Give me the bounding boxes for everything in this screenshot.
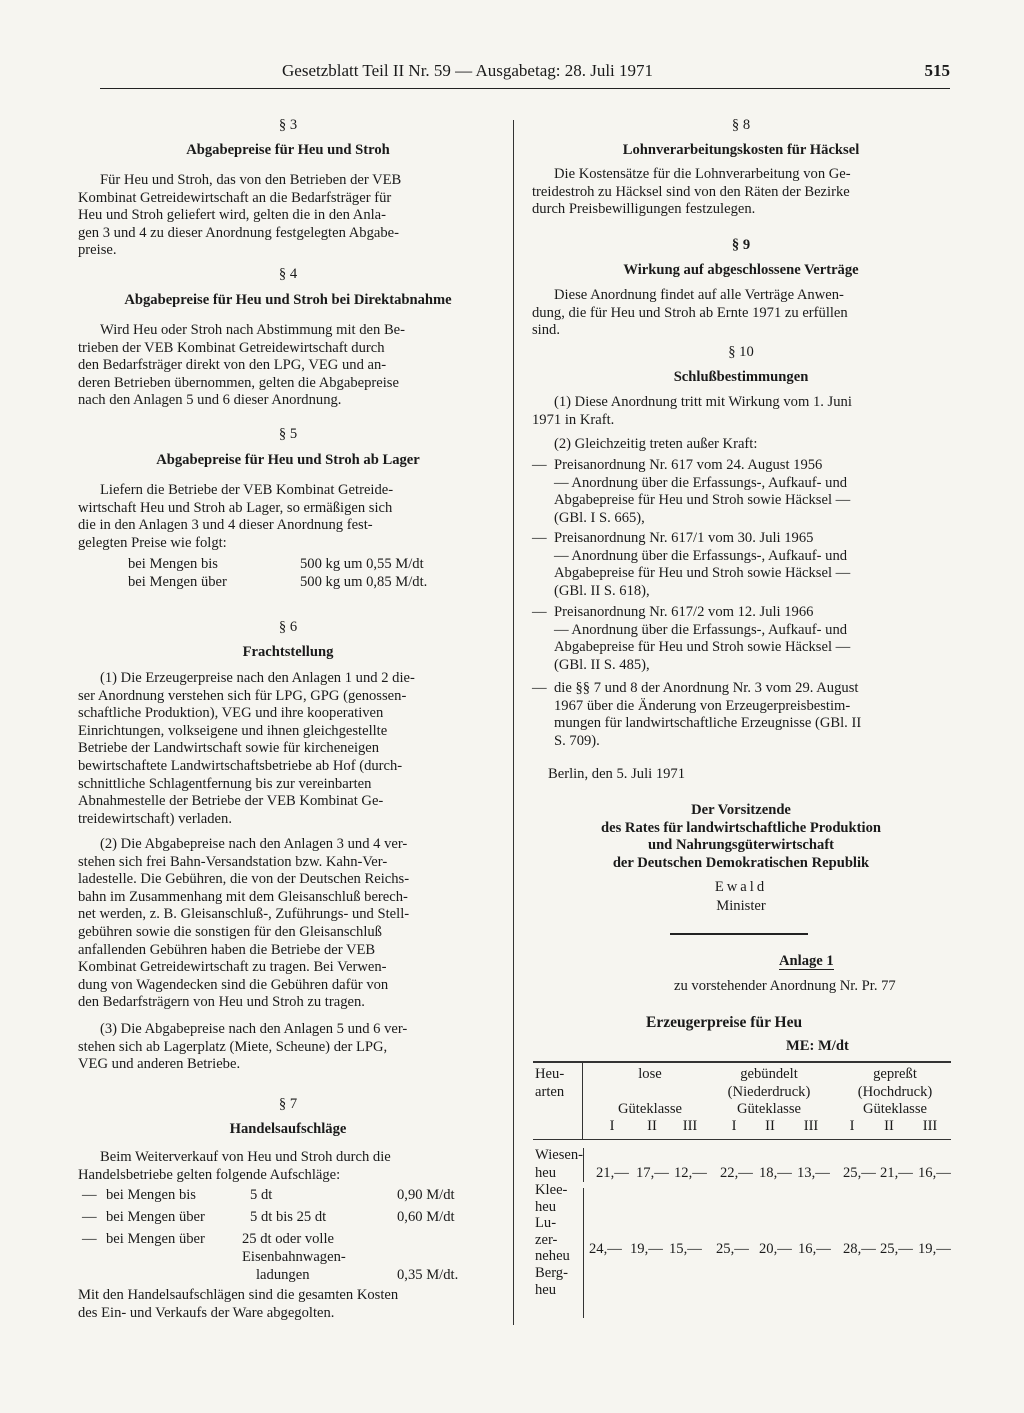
group-class-label: Güteklasse [617,1101,683,1117]
price-cell: 25,— [843,1165,876,1181]
text-line: Abnahmestelle der Betriebe der VEB Kombinat Ge- [78,793,384,810]
text-line: dung, die für Heu und Stroh ab Ernte 1971 zu erfüllen [532,304,848,321]
text-line: Die Kostensätze für die Lohnverarbeitung von Ge- [554,166,851,182]
row-brace [583,1148,584,1182]
row-label-line: heu [535,1198,557,1215]
surcharge-qty: 25 dt oder volle [242,1231,335,1247]
signatory-name: Ewald [714,879,768,895]
text-line: 1971 in Kraft. [532,411,615,428]
discount-row-value: 500 kg um 0,85 M/dt. [300,574,428,590]
section-6-number: § 6 [278,619,298,635]
row-label [535,1147,583,1182]
repealed-item [532,530,950,600]
row-label-line: Wiesen- [535,1147,584,1163]
repealed-item [532,680,950,750]
text-line: Abgabepreise für Heu und Stroh sowie Häcksel — [554,565,851,582]
price-cell: 22,— [720,1165,753,1181]
annex-title: Anlage 1 [779,953,834,969]
dash: — [532,680,547,696]
repealed-item [532,457,950,527]
text-line: (GBl. II S. 485), [554,656,650,673]
section-10-number: § 10 [728,344,754,360]
table-unit: ME: M/dt [786,1038,849,1054]
text-line: die §§ 7 und 8 der Anordnung Nr. 3 vom 29. August [554,680,859,696]
section-7-intro [78,1149,498,1184]
text-line: (GBl. I S. 665), [554,509,645,526]
class-numeral: I [731,1118,737,1134]
text-line: Kombinat Getreidewirtschaft an die Bedarfsträger für [78,189,392,206]
text-line: Preisanordnung Nr. 617/1 vom 30. Juli 1965 [554,530,814,546]
column-header-first [535,1066,564,1101]
surcharge-qty: 5 dt bis 25 dt [250,1209,327,1225]
price-cell: 19,— [918,1241,951,1257]
text-line: Abgabepreise für Heu und Stroh sowie Häcksel — [554,639,851,656]
section-8-number: § 8 [731,117,751,133]
section-6-paragraph-3 [78,1021,498,1074]
table-vertical-rule [582,1061,583,1139]
group-header-sub: (Hochdruck) [857,1084,933,1100]
text-line: Mit den Handelsaufschlägen sind die gesamten Kosten [78,1287,399,1303]
price-cell: 16,— [798,1241,831,1257]
column-divider [513,120,514,1325]
text-line: ladestelle. Die Gebühren, die von der Deutschen Reichs- [78,871,410,888]
text-line: Kombinat Getreidewirtschaft zu tragen. Bei Verwen- [78,959,387,976]
section-5-number: § 5 [278,426,298,442]
text-line: den Bedarfsträger direkt von den LPG, VEG und an- [78,357,387,374]
section-10-title: Schlußbestimmungen [673,369,809,385]
text-line: — Anordnung über die Erfassungs-, Aufkauf- und [554,547,848,564]
row-label-line: Lu- [535,1215,557,1232]
table-top-rule [533,1061,951,1063]
group-class-label: Güteklasse [862,1101,928,1117]
row-label-line: neheu [535,1248,570,1265]
surcharge-label: bei Mengen über [106,1209,205,1225]
text-line: mungen für landwirtschaftliche Erzeugnisse (GBl. II [554,715,862,732]
text-line: S. 709). [554,732,600,749]
group-header-label: gepreßt [873,1066,917,1082]
group-header-label: gebündelt [740,1066,798,1082]
signature-line: Der Vorsitzende [691,802,791,818]
class-numeral: III [682,1118,698,1134]
text-line: des Ein- und Verkaufs der Ware abgegolten. [78,1304,335,1321]
class-numeral: II [765,1118,775,1134]
text-line: Diese Anordnung findet auf alle Verträge Anwen- [554,287,844,303]
row-label-line: heu [535,1281,557,1298]
surcharge-qty-continued: ladungen [256,1267,310,1283]
text-line: — Anordnung über die Erfassungs-, Aufkauf- und [554,474,848,491]
group-header-label: lose [638,1066,662,1082]
text-line: Abgabepreise für Heu und Stroh sowie Häcksel — [554,492,851,509]
class-numeral: II [884,1118,894,1134]
text-line: treidestroh zu Häcksel sind von den Räten der Bezirke [532,183,850,200]
surcharge-price: 0,35 M/dt. [397,1267,459,1283]
price-cell: 15,— [669,1241,702,1257]
text-line: den Bedarfsträgern von Heu und Stroh zu tragen. [78,994,365,1011]
price-cell: 28,— [843,1241,876,1257]
text-line: anfallenden Gebühren haben die Betriebe der VEB [78,941,376,958]
text-line: durch Preisbewilligungen festzulegen. [532,201,756,218]
text-line: Handelsbetriebe gelten folgende Aufschläge: [78,1166,341,1183]
section-10-paragraph-2: (2) Gleichzeitig treten außer Kraft: [554,436,758,452]
section-6-paragraph-2 [78,836,498,1012]
text-line: Liefern die Betriebe der VEB Kombinat Getreide- [100,482,394,498]
price-cell: 21,— [596,1165,629,1181]
text-line: Betriebe der Landwirtschaft sowie für kircheneigen [78,740,380,757]
divider-line [670,933,808,935]
price-cell: 16,— [918,1165,951,1181]
dash: — [532,530,547,546]
section-3-body [78,172,498,260]
table-title: Erzeugerpreise für Heu [646,1014,803,1031]
price-cell: 25,— [880,1241,913,1257]
row-label-line: heu [535,1164,557,1181]
text-line: schnittliche Schlagentfernung bis zur vereinbarten [78,775,372,792]
section-9-title: Wirkung auf abgeschlossene Verträge [623,262,859,278]
text-line: die in den Anlagen 3 und 4 dieser Anordnung fest- [78,517,373,534]
signature-block [532,802,950,872]
header-title: Gesetzblatt Teil II Nr. 59 — Ausgabetag: 28. Juli 1971 [282,61,654,80]
page-header [100,58,950,89]
text-line: preise. [78,242,117,259]
text-line: trieben der VEB Kombinat Getreidewirtschaft durch [78,339,385,356]
section-4-title: Abgabepreise für Heu und Stroh bei Direktabnahme [124,292,452,308]
section-8-body [532,166,950,219]
group-class-label: Güteklasse [736,1101,802,1117]
signature-line: der Deutschen Demokratischen Republik [612,854,870,871]
text-line: deren Betrieben übernommen, gelten die Abgabepreise [78,374,399,391]
section-7-number: § 7 [278,1096,298,1112]
text-line: Preisanordnung Nr. 617/2 vom 12. Juli 1966 [554,604,814,620]
text-line: bahn im Zusammenhang mit dem Gleisanschluß berech- [78,888,408,905]
dash: — [82,1209,97,1225]
place-date: Berlin, den 5. Juli 1971 [548,766,686,782]
price-cell: 25,— [716,1241,749,1257]
surcharge-price: 0,90 M/dt [397,1187,455,1203]
section-8-title: Lohnverarbeitungskosten für Häcksel [622,142,860,158]
text-line: Heu und Stroh geliefert wird, gelten die in den Anla- [78,207,387,224]
section-6-paragraph-1 [78,670,498,828]
text-line: sind. [532,322,560,339]
price-cell: 13,— [797,1165,830,1181]
signatory-role: Minister [716,898,766,914]
surcharge-label: bei Mengen bis [106,1187,196,1203]
header-line: Heu- [535,1066,565,1082]
class-numeral: II [647,1118,657,1134]
text-line: Für Heu und Stroh, das von den Betrieben der VEB [100,172,402,188]
text-line: bewirtschaftete Landwirtschaftsbetriebe ab Hof (durch- [78,757,403,774]
text-line: gebühren sowie die sonstigen für den Gleisanschluß [78,923,382,940]
text-line: (GBl. II S. 618), [554,582,650,599]
text-line: net werden, z. B. Gleisanschluß-, Zuführungs- und Stell- [78,906,410,923]
text-line: gelegten Preise wie folgt: [78,534,227,551]
header-line: arten [535,1083,565,1100]
dash: — [82,1187,97,1203]
class-numeral: III [803,1118,819,1134]
text-line: wirtschaft Heu und Stroh ab Lager, so ermäßigen sich [78,499,393,516]
price-cell: 24,— [589,1241,622,1257]
row-label-line: Berg- [535,1264,568,1281]
row-label [535,1182,570,1298]
section-7-closing [78,1287,498,1322]
text-line: stehen sich ab Lagerplatz (Miete, Scheune) der LPG, [78,1038,388,1055]
text-line: Einrichtungen, volkseigene und ihnen gleichgestellte [78,722,388,739]
price-cell: 12,— [674,1165,707,1181]
group-header-sub: (Niederdruck) [727,1084,811,1100]
section-5-title: Abgabepreise für Heu und Stroh ab Lager [156,452,420,468]
surcharge-qty-continued: Eisenbahnwagen- [242,1249,346,1265]
surcharge-qty: 5 dt [250,1187,273,1203]
price-cell: 19,— [630,1241,663,1257]
discount-row-label: bei Mengen über [128,574,227,590]
text-line: 1967 über die Änderung von Erzeugerpreisbestim- [554,697,851,714]
text-line: treidewirtschaft) verladen. [78,810,232,827]
dash: — [532,457,547,473]
dash: — [82,1231,97,1247]
annex-subtitle: zu vorstehender Anordnung Nr. Pr. 77 [674,978,896,994]
row-label-line: zer- [535,1231,558,1248]
row-brace [583,1188,584,1318]
text-line: dung von Wagendecken sind die Gebühren dafür von [78,976,389,993]
text-line: stehen sich frei Bahn-Versandstation bzw. Kahn-Ver- [78,853,388,870]
repealed-item [532,604,950,674]
section-4-number: § 4 [278,266,298,282]
text-line: — Anordnung über die Erfassungs-, Aufkauf- und [554,621,848,638]
price-cell: 20,— [759,1241,792,1257]
text-line: Beim Weiterverkauf von Heu und Stroh durch die [100,1149,391,1165]
section-6-title: Frachtstellung [242,644,334,660]
table-header-rule [533,1139,951,1140]
text-line: Wird Heu oder Stroh nach Abstimmung mit den Be- [100,322,406,338]
dash: — [532,604,547,620]
text-line: schaftliche Produktion), VEG und ihre kooperativen [78,705,384,722]
text-line: ser Anordnung verstehen sich für LPG, GPG (genossen- [78,687,407,704]
text-line: (1) Diese Anordnung tritt mit Wirkung vom 1. Juni [554,394,852,410]
section-5-body [78,482,498,552]
section-3-number: § 3 [278,117,298,133]
page-number: 515 [924,61,950,80]
discount-row-value: 500 kg um 0,55 M/dt [300,556,424,572]
text-line: nach den Anlagen 5 und 6 dieser Anordnung. [78,392,342,409]
text-line: (1) Die Erzeugerpreise nach den Anlagen 1 und 2 die- [100,670,415,686]
section-7-title: Handelsaufschläge [229,1121,347,1137]
class-numeral: I [609,1118,615,1134]
text-line: Preisanordnung Nr. 617 vom 24. August 1956 [554,457,823,473]
discount-row-label: bei Mengen bis [128,556,218,572]
section-9-number: § 9 [731,237,751,253]
signature-line: des Rates für landwirtschaftliche Produktion [601,819,881,836]
section-4-body [78,322,498,410]
class-numeral: I [849,1118,855,1134]
surcharge-price: 0,60 M/dt [397,1209,455,1225]
text-line: gen 3 und 4 zu dieser Anordnung festgelegten Abgabe- [78,224,399,241]
text-line: (3) Die Abgabepreise nach den Anlagen 5 und 6 ver- [100,1021,408,1037]
price-cell: 17,— [636,1165,669,1181]
row-label-line: Klee- [535,1182,568,1198]
class-numeral: III [922,1118,938,1134]
signature-line: und Nahrungsgüterwirtschaft [647,837,835,854]
price-cell: 18,— [759,1165,792,1181]
price-cell: 21,— [880,1165,913,1181]
section-10-paragraph-1 [532,394,950,429]
surcharge-label: bei Mengen über [106,1231,205,1247]
text-line: (2) Die Abgabepreise nach den Anlagen 3 und 4 ver- [100,836,408,852]
section-9-body [532,287,950,340]
section-3-title: Abgabepreise für Heu und Stroh [186,142,390,158]
text-line: VEG und anderen Betriebe. [78,1056,241,1073]
